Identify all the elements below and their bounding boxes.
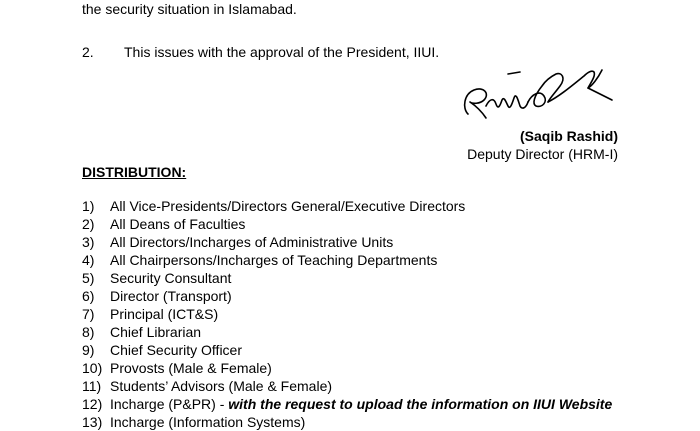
list-item-text: All Vice-Presidents/Directors General/Executive Directors bbox=[110, 198, 466, 214]
list-item-number: 6) bbox=[82, 288, 95, 304]
list-item-number: 4) bbox=[82, 252, 95, 268]
list-item bbox=[82, 341, 612, 359]
list-item-text: Chief Security Officer bbox=[110, 342, 243, 358]
list-item-text: All Deans of Faculties bbox=[110, 216, 246, 232]
list-item-note: with the request to upload the information on IIUI Website bbox=[228, 396, 613, 412]
list-item-text: Director (Transport) bbox=[110, 288, 232, 304]
list-item-number: 5) bbox=[82, 270, 95, 286]
distribution-list bbox=[82, 197, 612, 431]
list-item-number: 11) bbox=[82, 378, 102, 394]
list-item bbox=[82, 197, 612, 215]
list-item-separator: - bbox=[215, 396, 229, 412]
list-item-number: 9) bbox=[82, 342, 95, 358]
list-item-text: All Directors/Incharges of Administrative Units bbox=[110, 234, 394, 250]
list-item bbox=[82, 359, 612, 377]
signatory-title: Deputy Director (HRM-I) bbox=[467, 146, 618, 162]
list-item-text: Security Consultant bbox=[110, 270, 232, 286]
list-item-number: 3) bbox=[82, 234, 95, 250]
list-item-number: 10) bbox=[82, 360, 103, 376]
list-item bbox=[82, 323, 612, 341]
list-item-number: 8) bbox=[82, 324, 95, 340]
list-item-text: Incharge (P&PR) bbox=[110, 396, 216, 412]
list-item-text: Provosts (Male & Female) bbox=[110, 360, 272, 376]
list-item bbox=[82, 233, 612, 251]
list-item-text: Students’ Advisors (Male & Female) bbox=[110, 378, 333, 394]
list-item-text: Chief Librarian bbox=[110, 324, 202, 340]
list-item bbox=[82, 395, 612, 413]
list-item bbox=[82, 269, 612, 287]
list-item bbox=[82, 287, 612, 305]
list-item bbox=[82, 305, 612, 323]
list-item-number: 13) bbox=[82, 414, 103, 430]
list-item-text: Principal (ICT&S) bbox=[110, 306, 219, 322]
list-item-number: 2) bbox=[82, 216, 95, 232]
signatory-name: (Saqib Rashid) bbox=[519, 128, 618, 144]
paragraph-text: This issues with the approval of the President, IIUI. bbox=[124, 44, 440, 60]
distribution-heading: DISTRIBUTION: bbox=[82, 164, 187, 180]
list-item bbox=[82, 377, 612, 395]
paragraph-number: 2. bbox=[82, 44, 94, 60]
list-item bbox=[82, 413, 612, 431]
list-item bbox=[82, 251, 612, 269]
list-item-number: 7) bbox=[82, 306, 95, 322]
list-item-text: Incharge (Information Systems) bbox=[110, 414, 306, 430]
body-text-line: the security situation in Islamabad. bbox=[82, 1, 297, 17]
list-item-text: All Chairpersons/Incharges of Teaching Departments bbox=[110, 252, 438, 268]
signature-image bbox=[456, 62, 616, 124]
list-item-number: 12) bbox=[82, 396, 103, 412]
list-item bbox=[82, 215, 612, 233]
list-item-number: 1) bbox=[82, 198, 95, 214]
